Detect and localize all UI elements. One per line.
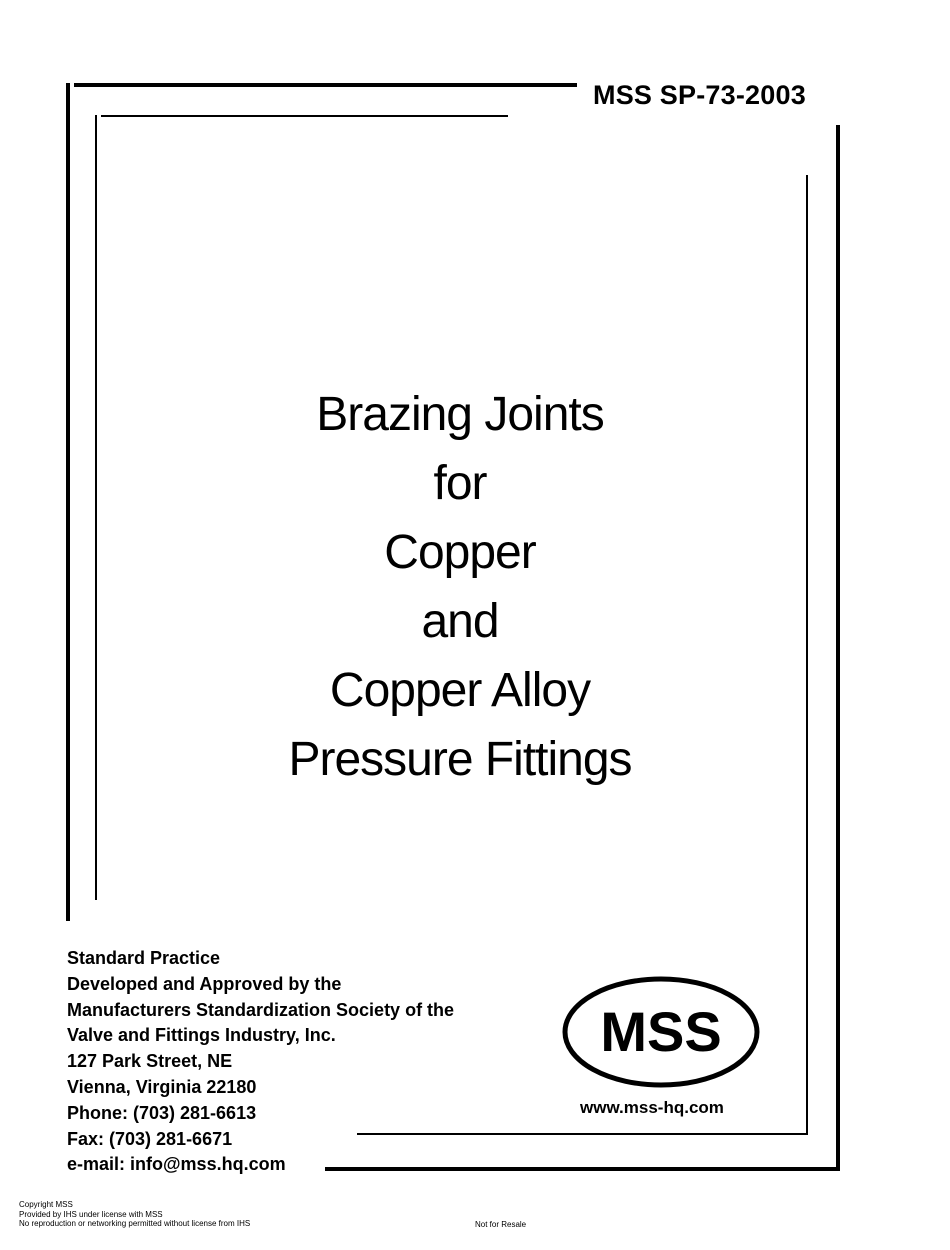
publisher-line: Developed and Approved by the xyxy=(67,973,342,994)
publisher-info xyxy=(67,946,454,1178)
copyright-footer xyxy=(19,1200,250,1229)
title-line: Copper Alloy xyxy=(329,664,591,717)
publisher-address-line: Vienna, Virginia 22180 xyxy=(67,1076,257,1097)
title-line: Brazing Joints xyxy=(316,388,604,441)
outer-frame-top xyxy=(74,83,577,87)
inner-frame-right xyxy=(806,175,808,1135)
logo-text: MSS xyxy=(600,1000,722,1063)
publisher-line: Manufacturers Standardization Society of the xyxy=(67,999,455,1020)
publisher-address-line: 127 Park Street, NE xyxy=(67,1051,233,1072)
title-line: for xyxy=(433,457,487,510)
title-line: Pressure Fittings xyxy=(288,733,632,786)
title-line: and xyxy=(421,595,499,648)
footer-line: Provided by IHS under license with MSS xyxy=(19,1209,163,1219)
website-url: www.mss-hq.com xyxy=(580,1098,724,1117)
publisher-phone: Phone: (703) 281-6613 xyxy=(67,1102,257,1123)
outer-frame-left xyxy=(66,83,70,921)
outer-frame-right xyxy=(836,125,840,1171)
publisher-line: Standard Practice xyxy=(67,948,221,968)
publisher-email: e-mail: info@mss.hq.com xyxy=(67,1154,286,1175)
title-line: Copper xyxy=(384,526,536,579)
mss-logo xyxy=(562,976,760,1088)
publisher-fax: Fax: (703) 281-6671 xyxy=(67,1128,233,1149)
publisher-line: Valve and Fittings Industry, Inc. xyxy=(67,1025,336,1046)
inner-frame-top xyxy=(101,115,508,117)
footer-line: Copyright MSS xyxy=(19,1200,73,1209)
document-number: MSS SP-73-2003 xyxy=(593,80,806,110)
footer-line: No reproduction or networking permitted without license from IHS xyxy=(19,1219,251,1228)
document-title xyxy=(160,380,760,794)
inner-frame-left xyxy=(95,115,97,900)
not-for-resale-notice: Not for Resale xyxy=(475,1220,527,1229)
